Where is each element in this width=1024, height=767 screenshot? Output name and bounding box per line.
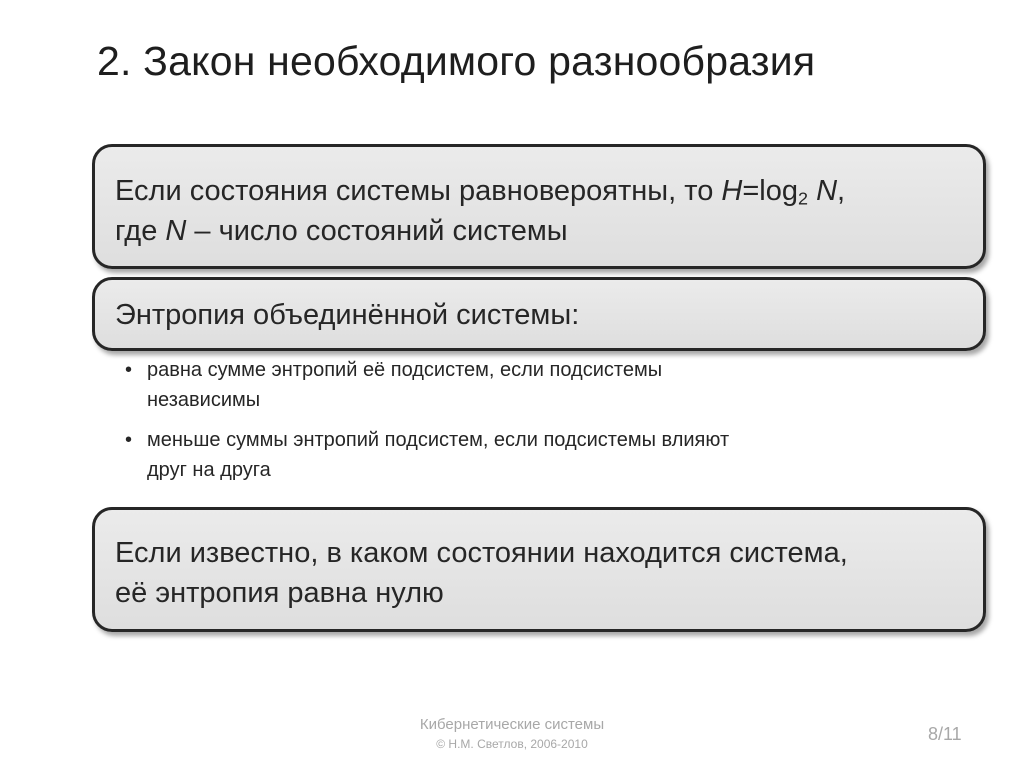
list-item [121, 355, 961, 415]
bullet-text-line: независимы [147, 389, 261, 411]
page-number: 8/11 [928, 724, 962, 744]
formula-comma: , [837, 175, 846, 207]
bullet-text-line: друг на друга [147, 459, 271, 481]
definition-text: – число состояний системы [186, 215, 568, 247]
known-state-line: Если известно, в каком состоянии находится система, [115, 537, 848, 569]
variable-h: H [721, 175, 743, 207]
combined-entropy-box [92, 277, 986, 351]
entropy-formula-box [92, 144, 986, 269]
known-state-box [92, 507, 986, 632]
variable-n-definition: N [165, 215, 187, 247]
known-state-line: её энтропия равна нулю [115, 577, 444, 609]
bullet-text-line: равна сумме энтропий её подсистем, если подсистемы [147, 359, 663, 381]
bullet-list [121, 355, 961, 495]
variable-n: N [816, 175, 838, 207]
log-base: 2 [798, 188, 809, 209]
slide-title: 2. Закон необходимого разнообразия [97, 38, 816, 84]
list-item [121, 425, 961, 485]
footer-copyright: © Н.М. Светлов, 2006-2010 [436, 737, 588, 751]
formula-line [115, 171, 965, 211]
bullet-marker: • [125, 359, 133, 381]
bullet-text-line: меньше суммы энтропий подсистем, если подсистемы влияют [147, 429, 730, 451]
footer-course-title: Кибернетические системы [419, 716, 605, 733]
bullet-marker: • [125, 429, 133, 451]
formula-definition-line [115, 211, 965, 251]
log-text: =log [742, 175, 799, 207]
formula-intro-text: Если состояния системы равновероятны, то [115, 175, 722, 207]
combined-entropy-heading: Энтропия объединённой системы: [115, 299, 580, 331]
definition-prefix: где [115, 215, 166, 247]
